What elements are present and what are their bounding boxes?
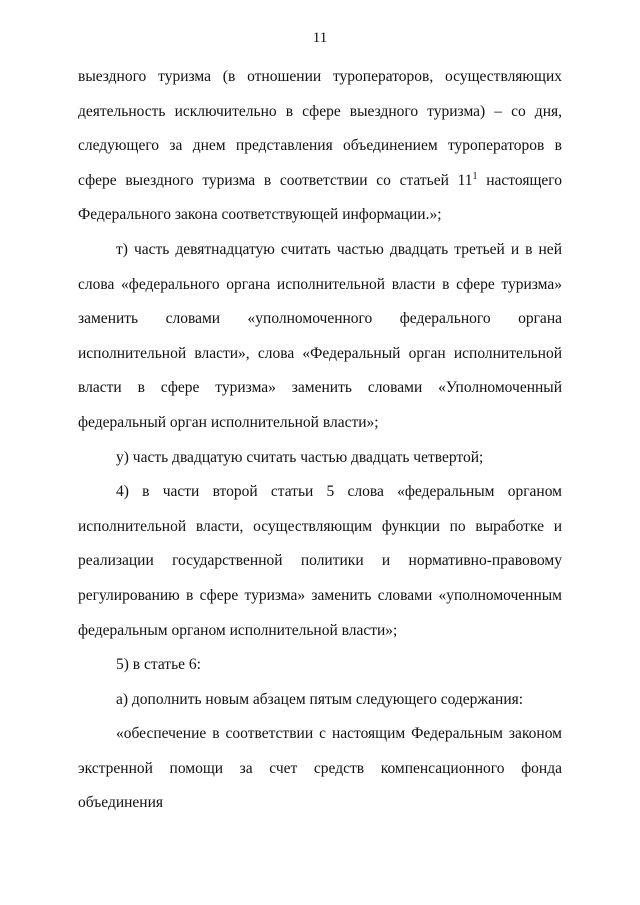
paragraph-item-u: у) часть двадцатую считать частью двадцать четвертой; (116, 448, 484, 466)
paragraph-item-a: а) дополнить новым абзацем пятым следующего содержания: (116, 690, 524, 708)
document-body (78, 60, 562, 821)
paragraph-continuation (78, 60, 562, 233)
paragraph-text-tail: настоящего Федерального закона соответствующей информации.»; (78, 171, 563, 224)
paragraph-item-5: 5) в статье 6: (116, 656, 201, 674)
superscript: 1 (472, 170, 478, 182)
paragraph-item-4: 4) в части второй статьи 5 слова «федеральным органом исполнительной власти, осуществляющим функции по выработке и реализации государственной политики и нормативно-правовому регулированию в сфере туризма» заменить словами «уполномоченным федеральным органом исполнительной власти»; (78, 483, 562, 639)
paragraph-text: выездного туризма (в отношении туроператоров, осуществляющих деятельность исключительно в сфере выездного туризма) – со дня, следующего за днем представления объединением туроператоров в сфере выездного туризма в соответствии со статьей 11 (78, 68, 562, 189)
paragraph-quote: «обеспечение в соответствии с настоящим Федеральным законом экстренной помощи за счет средств компенсационного фонда объединения (78, 725, 562, 812)
paragraph-item-t: т) часть девятнадцатую считать частью двадцать третьей и в ней слова «федерального органа исполнительной власти в сфере туризма» заменить словами «уполномоченного федерального органа исполнительной власти», слова «Федеральный орган исполнительной власти в сфере туризма» заменить словами «Уполномоченный федеральный орган исполнительной власти»; (78, 240, 562, 431)
page-number: 11 (312, 30, 328, 46)
